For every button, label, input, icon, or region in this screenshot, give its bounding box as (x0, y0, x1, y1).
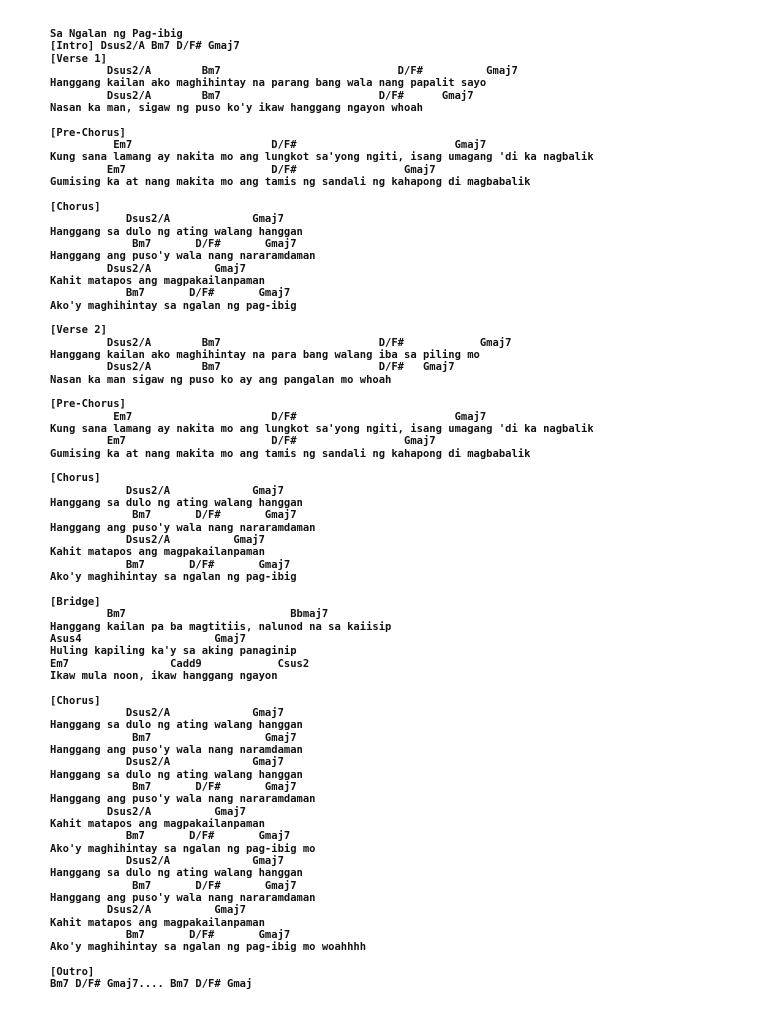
chord-line: Dsus2/A Gmaj7 (50, 904, 246, 917)
chord-line: Asus4 Gmaj7 (50, 632, 246, 645)
lyric-line: Hanggang ang puso'y wala nang nararamdaman (50, 793, 316, 806)
chord-line: Bm7 D/F# Gmaj7 (50, 509, 297, 522)
lyric-line: Hanggang ang puso'y wala nang nararamdaman (50, 892, 316, 905)
chord-line: Dsus2/A Bm7 D/F# Gmaj7 (50, 89, 474, 102)
section-label: [Pre-Chorus] (50, 398, 126, 411)
lyric-line: Ako'y maghihintay sa ngalan ng pag-ibig (50, 299, 297, 312)
chord-line: Dsus2/A Gmaj7 (50, 706, 284, 719)
chord-line: Dsus2/A Gmaj7 (50, 213, 284, 226)
chord-sheet (50, 28, 750, 991)
lyric-line: Ako'y maghihintay sa ngalan ng pag-ibig mo woahhhh (50, 941, 367, 954)
lyric-line: Hanggang ang puso'y wala nang naramdaman (50, 743, 303, 756)
lyric-line: Kahit matapos ang magpakailanpaman (50, 818, 265, 830)
chord-line: Dsus2/A Gmaj7 (50, 805, 246, 818)
section-label: [Chorus] (50, 200, 101, 213)
blank-line (50, 954, 750, 966)
chord-line: Dsus2/A Bm7 D/F# Gmaj7 (50, 336, 512, 349)
lyric-line: Kahit matapos ang magpakailanpaman (50, 274, 265, 287)
chord-line: Em7 D/F# Gmaj7 (50, 435, 436, 448)
chord-line: Bm7 D/F# Gmaj7 (50, 558, 291, 571)
blank-line (50, 312, 750, 324)
section-label: [Bridge] (50, 595, 101, 608)
chord-line: Bm7 D/F# Gmaj7 (50, 879, 297, 892)
chord-line: Dsus2/A Gmaj7 (50, 534, 265, 547)
lyric-line: Gumising ka at nang makita mo ang tamis ng sandali ng kahapong di magbabalik (50, 447, 531, 460)
lyric-line: Kung sana lamang ay nakita mo ang lungkot sa'yong ngiti, isang umagang 'di ka nagbalik (50, 423, 594, 435)
lyric-line: Nasan ka man sigaw ng puso ko ay ang pangalan mo whoah (50, 373, 392, 386)
lyric-line: Hanggang kailan pa ba magtitiis, nalunod na sa kaiisip (50, 620, 392, 633)
song-title: Sa Ngalan ng Pag-ibig (50, 28, 183, 40)
lyric-line: Kung sana lamang ay nakita mo ang lungkot sa'yong ngiti, isang umagang 'di ka nagbalik (50, 151, 594, 164)
lyric-line: Ako'y maghihintay sa ngalan ng pag-ibig (50, 571, 297, 584)
lyric-line: Hanggang ang puso'y wala nang nararamdaman (50, 521, 316, 534)
chord-line: Dsus2/A Gmaj7 (50, 262, 246, 275)
lyric-line: Nasan ka man, sigaw ng puso ko'y ikaw hanggang ngayon whoah (50, 102, 423, 115)
section-label: [Chorus] (50, 694, 101, 707)
blank-line (50, 188, 750, 200)
section-label: [Chorus] (50, 472, 101, 485)
chord-line: Em7 D/F# Gmaj7 (50, 410, 487, 423)
chord-line: Dsus2/A Gmaj7 (50, 855, 284, 868)
lyric-line: Hanggang ang puso'y wala nang nararamdaman (50, 250, 316, 263)
blank-line (50, 386, 750, 398)
lyric-line: Hanggang sa dulo ng ating walang hanggan (50, 768, 303, 781)
section-label: [Verse 2] (50, 324, 107, 337)
lyric-line: Hanggang sa dulo ng ating walang hanggan (50, 719, 303, 732)
lyric-line: Hanggang sa dulo ng ating walang hanggan (50, 225, 303, 238)
blank-line (50, 114, 750, 126)
lyric-line: Kahit matapos ang magpakailanpaman (50, 546, 265, 559)
chord-line: Bm7 D/F# Gmaj7 (50, 830, 291, 843)
section-label: [Pre-Chorus] (50, 126, 126, 139)
blank-line (50, 682, 750, 694)
chord-line: Em7 D/F# Gmaj7 (50, 163, 436, 176)
chord-line: Bm7 Gmaj7 (50, 731, 297, 744)
lyric-line: Gumising ka at nang makita mo ang tamis ng sandali ng kahapong di magbabalik (50, 176, 531, 189)
chord-line: Dsus2/A Gmaj7 (50, 484, 284, 497)
lyric-line: Huling kapiling ka'y sa aking panaginip (50, 645, 297, 658)
lyric-line: Kahit matapos ang magpakailanpaman (50, 916, 265, 929)
chord-line: Dsus2/A Bm7 D/F# Gmaj7 (50, 361, 455, 374)
chord-lyric-lines (50, 40, 750, 990)
section-label: [Outro] (50, 966, 95, 979)
chord-line: Bm7 D/F# Gmaj7 (50, 780, 297, 793)
section-label: [Intro] Dsus2/A Bm7 D/F# Gmaj7 (50, 40, 240, 53)
lyric-line: Hanggang kailan ako maghihintay na parang bang wala nang papalit sayo (50, 77, 487, 90)
chord-line: Dsus2/A Bm7 D/F# Gmaj7 (50, 65, 518, 78)
chord-line: Bm7 D/F# Gmaj7 (50, 237, 297, 250)
chord-line: Bm7 Bbmaj7 (50, 608, 329, 621)
chord-line: Bm7 D/F# Gmaj7 (50, 929, 291, 942)
lyric-line: Hanggang sa dulo ng ating walang hanggan (50, 867, 303, 880)
chord-line: Em7 Cadd9 Csus2 (50, 657, 310, 670)
chord-line: Bm7 D/F# Gmaj7 (50, 287, 291, 300)
chord-line: Em7 D/F# Gmaj7 (50, 139, 487, 152)
lyric-line: Ako'y maghihintay sa ngalan ng pag-ibig mo (50, 842, 316, 855)
section-label: [Verse 1] (50, 52, 107, 65)
lyric-line: Ikaw mula noon, ikaw hanggang ngayon (50, 669, 278, 682)
chord-line: Dsus2/A Gmaj7 (50, 756, 284, 769)
lyric-line: Hanggang kailan ako maghihintay na para bang walang iba sa piling mo (50, 348, 480, 361)
lyric-line: Hanggang sa dulo ng ating walang hanggan (50, 497, 303, 510)
blank-line (50, 583, 750, 595)
blank-line (50, 460, 750, 472)
chord-line: Bm7 D/F# Gmaj7.... Bm7 D/F# Gmaj (50, 978, 253, 991)
